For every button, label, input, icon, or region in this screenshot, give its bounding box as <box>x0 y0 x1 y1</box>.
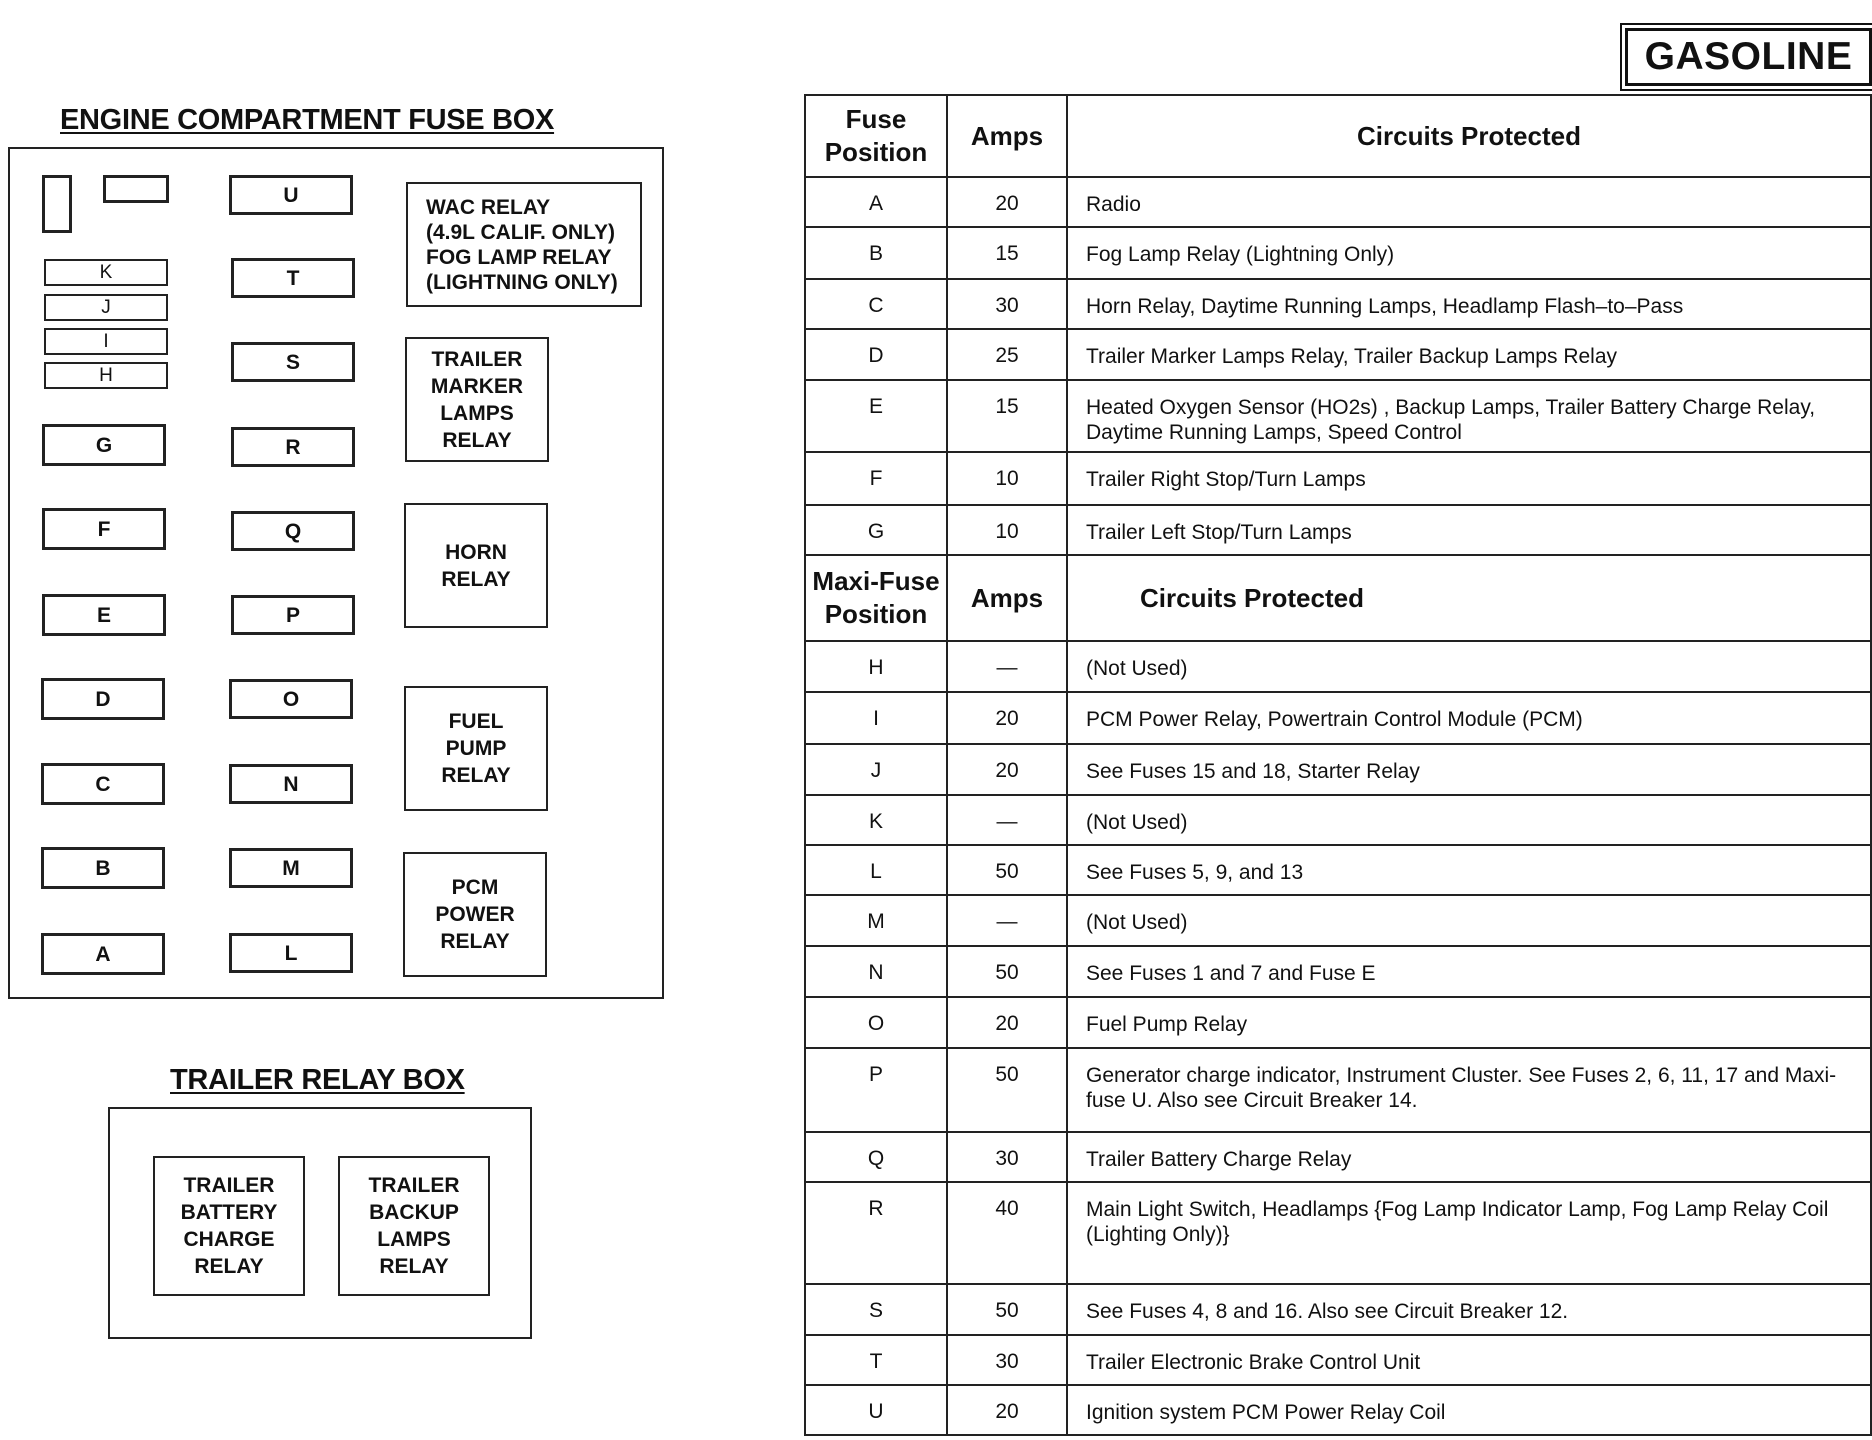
cell-position: T <box>805 1335 947 1385</box>
cell-circuits: Horn Relay, Daytime Running Lamps, Headlamp Flash–to–Pass <box>1067 279 1871 329</box>
table-row <box>805 1132 1871 1182</box>
fuse-s: S <box>231 342 355 382</box>
table-row <box>805 279 1871 329</box>
table-row <box>805 505 1871 555</box>
header-circuits: Circuits Protected <box>1067 555 1871 641</box>
fuse-d: D <box>41 678 165 720</box>
table-row <box>805 1385 1871 1435</box>
fuse-b: B <box>41 847 165 889</box>
cell-amps: 10 <box>947 452 1067 505</box>
cell-amps: 15 <box>947 380 1067 452</box>
cell-amps: 20 <box>947 997 1067 1048</box>
fuse-j: J <box>44 294 168 321</box>
fuse-u: U <box>229 175 353 215</box>
cell-position: J <box>805 744 947 795</box>
cell-circuits: See Fuses 15 and 18, Starter Relay <box>1067 744 1871 795</box>
cell-position: R <box>805 1182 947 1284</box>
cell-amps: 30 <box>947 279 1067 329</box>
cell-position: N <box>805 946 947 997</box>
cell-position: Q <box>805 1132 947 1182</box>
cell-circuits: Fuel Pump Relay <box>1067 997 1871 1048</box>
fuse-f: F <box>42 508 166 550</box>
fuse-p: P <box>231 595 355 635</box>
cell-position: P <box>805 1048 947 1132</box>
fuse-h: H <box>44 362 168 389</box>
cell-position: E <box>805 380 947 452</box>
cell-amps: 50 <box>947 1048 1067 1132</box>
cell-position: L <box>805 845 947 895</box>
cell-position: D <box>805 329 947 380</box>
fuse-t: T <box>231 258 355 298</box>
cell-circuits: See Fuses 1 and 7 and Fuse E <box>1067 946 1871 997</box>
table-row <box>805 177 1871 227</box>
table-row <box>805 227 1871 279</box>
fuse-c: C <box>41 763 165 805</box>
cell-amps: 20 <box>947 1385 1067 1435</box>
header-amps: Amps <box>947 95 1067 177</box>
cell-position: I <box>805 692 947 744</box>
cell-amps: 20 <box>947 744 1067 795</box>
cell-circuits: Generator charge indicator, Instrument Cluster. See Fuses 2, 6, 11, 17 and Maxi-fuse U. Also see Circuit Breaker 14. <box>1067 1048 1871 1132</box>
cell-amps: — <box>947 795 1067 845</box>
trailer-battery-charge-relay: TRAILER BATTERY CHARGE RELAY <box>153 1156 305 1296</box>
fuse-r: R <box>231 427 355 467</box>
cell-position: U <box>805 1385 947 1435</box>
table-row <box>805 1284 1871 1335</box>
table-row <box>805 946 1871 997</box>
cell-circuits: Trailer Battery Charge Relay <box>1067 1132 1871 1182</box>
cell-position: C <box>805 279 947 329</box>
fuse-l: L <box>229 933 353 973</box>
cell-circuits: PCM Power Relay, Powertrain Control Module (PCM) <box>1067 692 1871 744</box>
cell-circuits: (Not Used) <box>1067 895 1871 946</box>
header-position: Maxi-Fuse Position <box>805 555 947 641</box>
fuel-pump-relay: FUEL PUMP RELAY <box>404 686 548 811</box>
horn-relay: HORN RELAY <box>404 503 548 628</box>
cell-circuits: Fog Lamp Relay (Lightning Only) <box>1067 227 1871 279</box>
fuse-a: A <box>41 933 165 975</box>
cell-position: B <box>805 227 947 279</box>
table-row <box>805 895 1871 946</box>
table-row <box>805 452 1871 505</box>
trailer-marker-lamps-relay: TRAILER MARKER LAMPS RELAY <box>405 337 549 462</box>
fuse-unlabeled-horizontal <box>103 175 169 203</box>
header-amps: Amps <box>947 555 1067 641</box>
pcm-power-relay: PCM POWER RELAY <box>403 852 547 977</box>
cell-position: S <box>805 1284 947 1335</box>
table-header-row <box>805 95 1871 177</box>
cell-amps: — <box>947 895 1067 946</box>
cell-position: A <box>805 177 947 227</box>
gasoline-badge: GASOLINE <box>1625 28 1872 86</box>
fuse-table <box>804 94 1872 1436</box>
header-position: Fuse Position <box>805 95 947 177</box>
cell-amps: 30 <box>947 1132 1067 1182</box>
cell-amps: 20 <box>947 177 1067 227</box>
cell-circuits: Trailer Right Stop/Turn Lamps <box>1067 452 1871 505</box>
table-header-row <box>805 555 1871 641</box>
table-row <box>805 692 1871 744</box>
cell-circuits: Main Light Switch, Headlamps {Fog Lamp Indicator Lamp, Fog Lamp Relay Coil (Lighting Only)} <box>1067 1182 1871 1284</box>
cell-amps: 20 <box>947 692 1067 744</box>
cell-circuits: Ignition system PCM Power Relay Coil <box>1067 1385 1871 1435</box>
table-row <box>805 1048 1871 1132</box>
cell-position: H <box>805 641 947 692</box>
cell-circuits: See Fuses 4, 8 and 16. Also see Circuit Breaker 12. <box>1067 1284 1871 1335</box>
fuse-o: O <box>229 679 353 719</box>
cell-amps: 30 <box>947 1335 1067 1385</box>
fuse-q: Q <box>231 511 355 551</box>
trailer-relay-box-title: TRAILER RELAY BOX <box>170 1064 465 1096</box>
cell-amps: 50 <box>947 1284 1067 1335</box>
cell-amps: 50 <box>947 845 1067 895</box>
wac-fog-lamp-relay: WAC RELAY (4.9L CALIF. ONLY) FOG LAMP RELAY (LIGHTNING ONLY) <box>406 182 642 307</box>
cell-circuits: (Not Used) <box>1067 795 1871 845</box>
cell-amps: 10 <box>947 505 1067 555</box>
table-row <box>805 1335 1871 1385</box>
table-row <box>805 1182 1871 1284</box>
cell-amps: 50 <box>947 946 1067 997</box>
cell-circuits: Trailer Marker Lamps Relay, Trailer Backup Lamps Relay <box>1067 329 1871 380</box>
cell-circuits: Trailer Left Stop/Turn Lamps <box>1067 505 1871 555</box>
engine-fuse-box-title: ENGINE COMPARTMENT FUSE BOX <box>60 104 555 136</box>
fuse-i: I <box>44 328 168 355</box>
fuse-e: E <box>42 594 166 636</box>
table-row <box>805 795 1871 845</box>
cell-amps: — <box>947 641 1067 692</box>
cell-position: K <box>805 795 947 845</box>
cell-circuits: (Not Used) <box>1067 641 1871 692</box>
cell-position: O <box>805 997 947 1048</box>
table-row <box>805 744 1871 795</box>
table-row <box>805 641 1871 692</box>
fuse-g: G <box>42 424 166 466</box>
cell-circuits: Heated Oxygen Sensor (HO2s) , Backup Lamps, Trailer Battery Charge Relay, Daytime Running Lamps, Speed Control <box>1067 380 1871 452</box>
table-row <box>805 380 1871 452</box>
table-row <box>805 329 1871 380</box>
fuse-n: N <box>229 764 353 804</box>
cell-circuits: See Fuses 5, 9, and 13 <box>1067 845 1871 895</box>
cell-position: M <box>805 895 947 946</box>
cell-circuits: Radio <box>1067 177 1871 227</box>
fuse-unlabeled-vertical <box>42 175 72 233</box>
cell-circuits: Trailer Electronic Brake Control Unit <box>1067 1335 1871 1385</box>
fuse-k: K <box>44 259 168 286</box>
table-row <box>805 845 1871 895</box>
cell-position: F <box>805 452 947 505</box>
table-row <box>805 997 1871 1048</box>
fuse-m: M <box>229 848 353 888</box>
cell-position: G <box>805 505 947 555</box>
header-circuits: Circuits Protected <box>1067 95 1871 177</box>
cell-amps: 15 <box>947 227 1067 279</box>
cell-amps: 25 <box>947 329 1067 380</box>
cell-amps: 40 <box>947 1182 1067 1284</box>
trailer-backup-lamps-relay: TRAILER BACKUP LAMPS RELAY <box>338 1156 490 1296</box>
